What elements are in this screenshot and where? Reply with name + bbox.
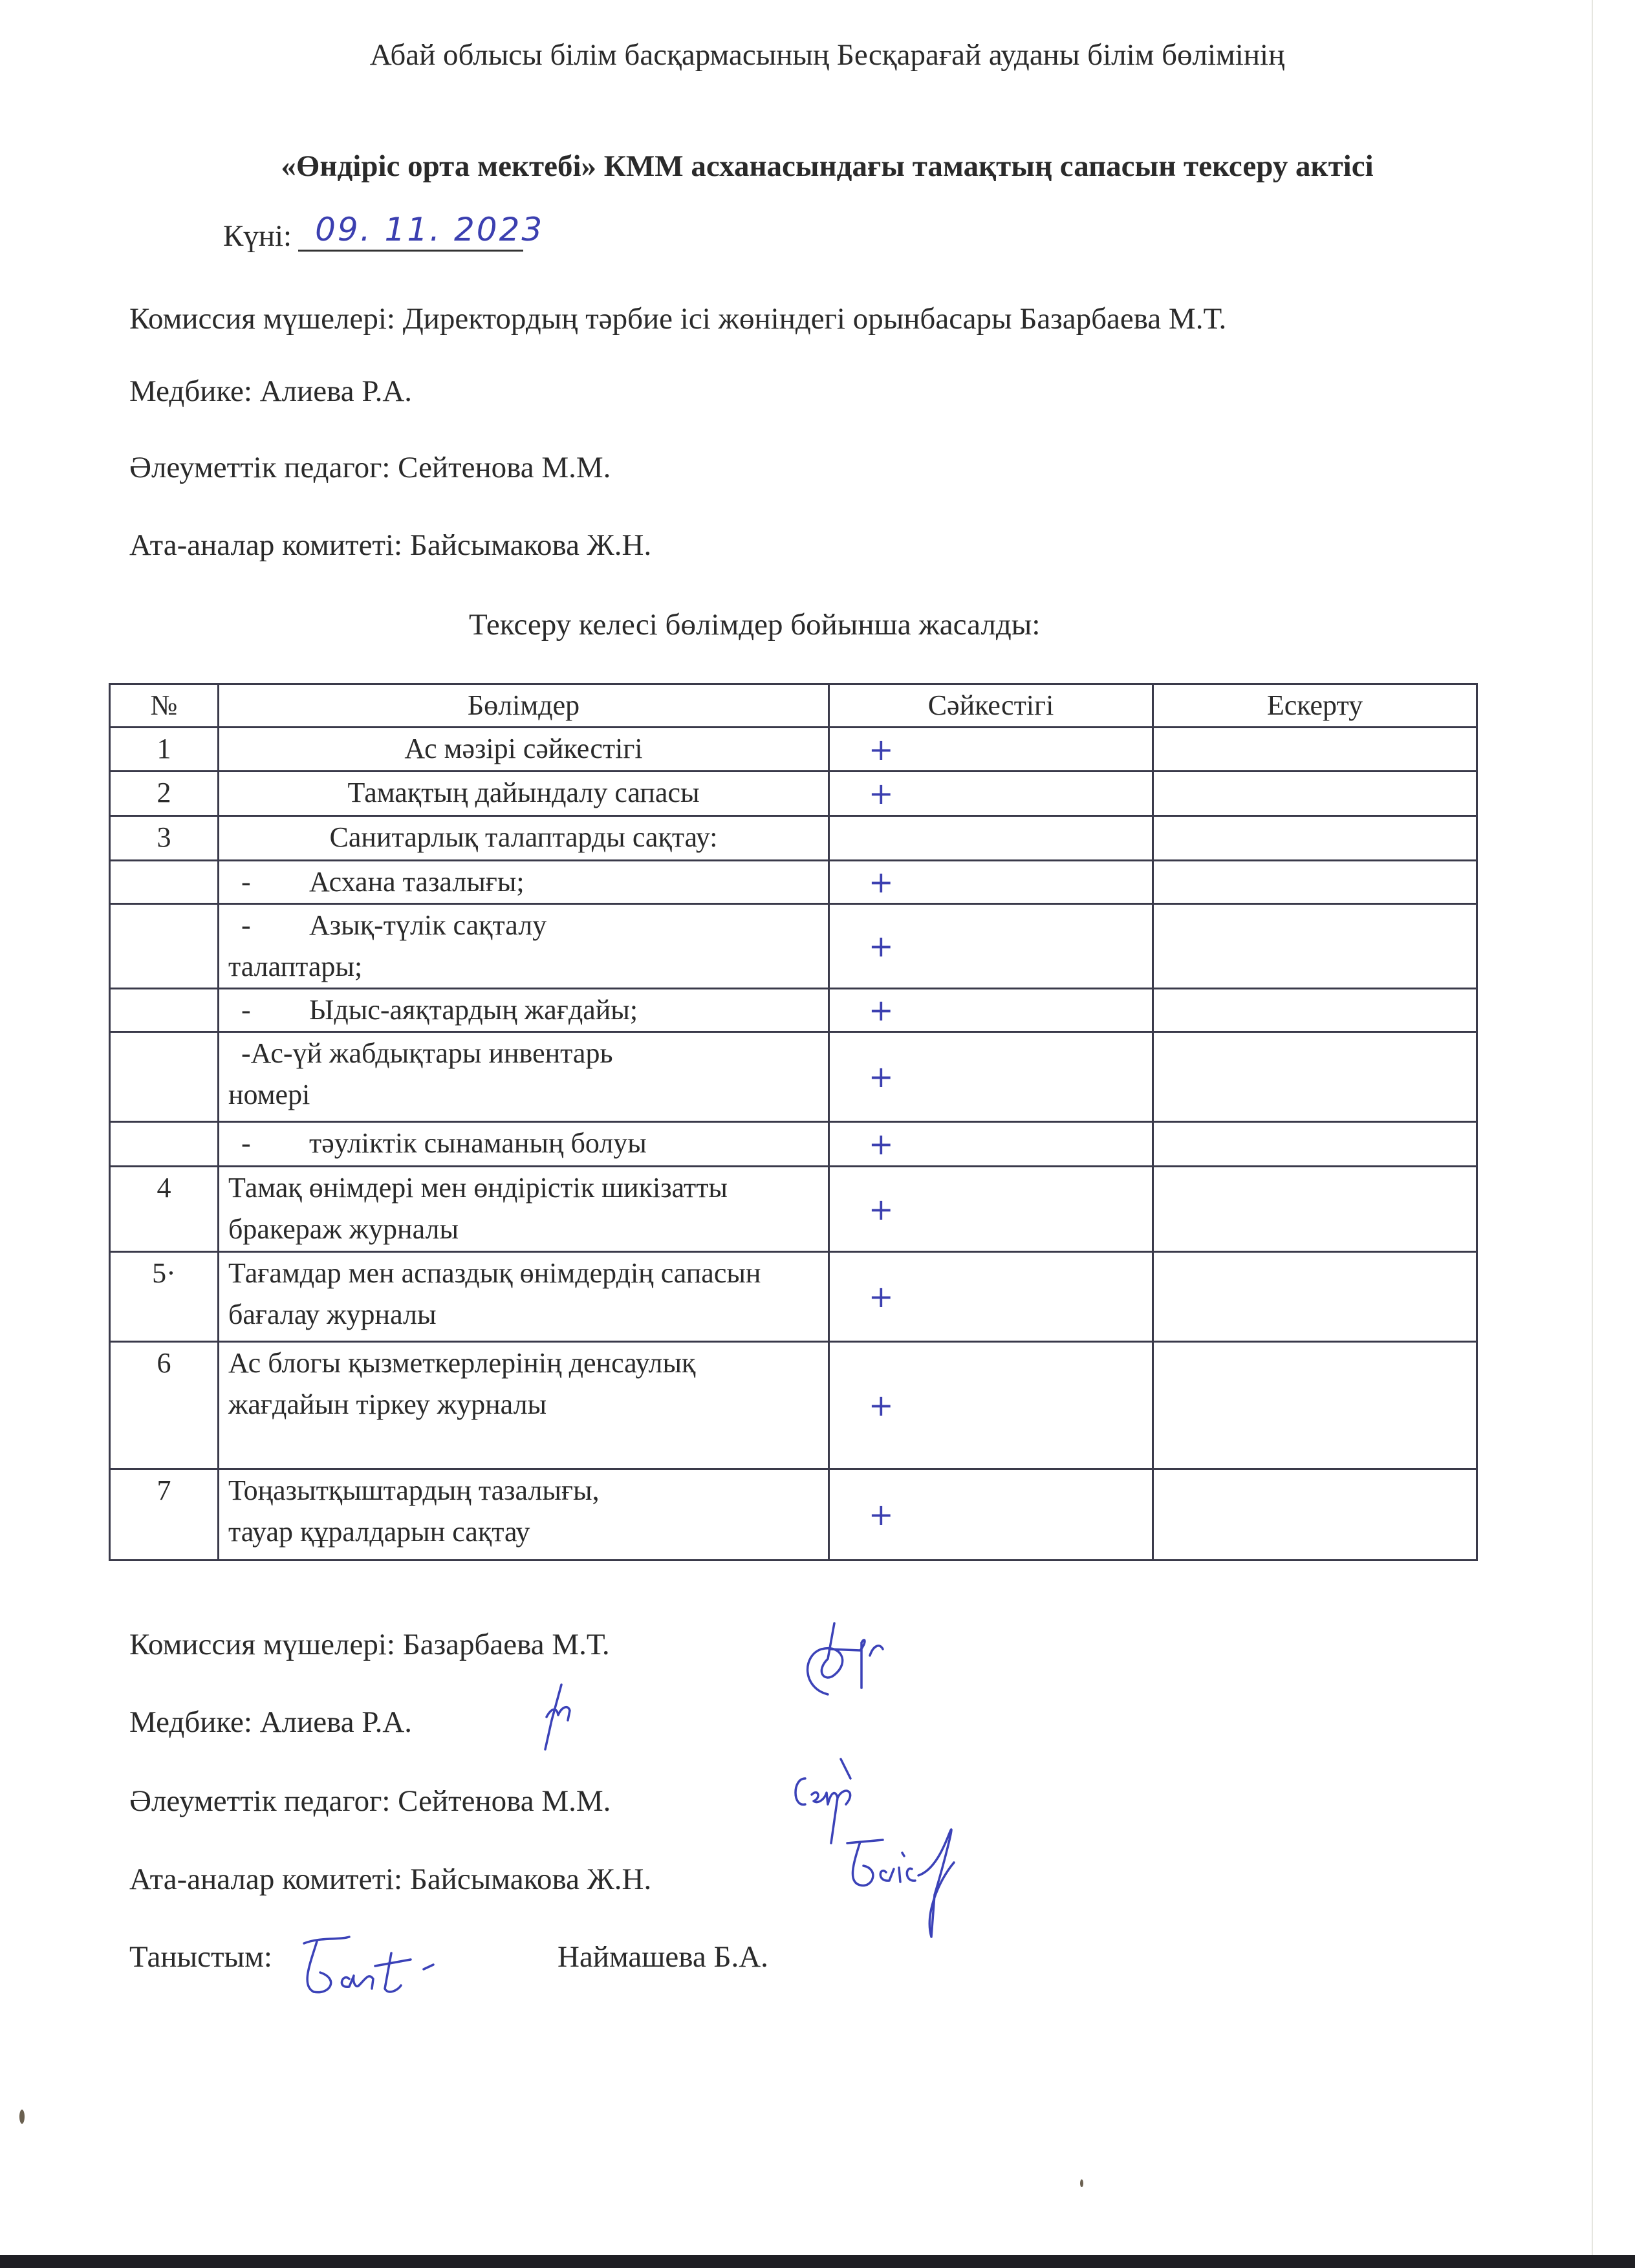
bullet-dash: - bbox=[241, 994, 251, 1026]
row-section: Тамақтың дайындалу сапасы bbox=[219, 772, 829, 816]
row-section: Ыдыс-аяқтардың жағдайы; bbox=[309, 994, 638, 1026]
note-cell[interactable] bbox=[1153, 816, 1477, 861]
handwritten-signature-alieva bbox=[532, 1681, 584, 1753]
parents-committee-line: Ата-аналар комитеті: Байсымакова Ж.Н. bbox=[129, 528, 652, 562]
note-cell[interactable] bbox=[1153, 1469, 1477, 1561]
date-field[interactable] bbox=[298, 211, 545, 252]
scan-edge bbox=[1592, 0, 1593, 2255]
row-section-cell bbox=[219, 989, 829, 1032]
row-section: Тоңазытқыштардың тазалығы, тауар құралдарын сақтау bbox=[219, 1469, 829, 1561]
note-cell[interactable] bbox=[1153, 772, 1477, 816]
row-number bbox=[110, 1122, 219, 1167]
row-section-cell bbox=[219, 1122, 829, 1167]
row-section-continued: талаптары; bbox=[228, 951, 363, 982]
row-number bbox=[110, 989, 219, 1032]
handwritten-signature-naimasheva bbox=[294, 1934, 449, 2005]
table-row bbox=[110, 1469, 1477, 1561]
row-section: Санитарлық талаптарды сақтау: bbox=[219, 816, 829, 861]
row-number bbox=[110, 861, 219, 904]
table-row bbox=[110, 1342, 1477, 1469]
compliance-mark[interactable]: + bbox=[829, 1342, 1153, 1469]
compliance-mark[interactable]: + bbox=[829, 728, 1153, 772]
row-section-cell bbox=[219, 904, 829, 989]
compliance-mark[interactable]: + bbox=[829, 904, 1153, 989]
row-number bbox=[110, 1032, 219, 1122]
handwritten-signature-bazarbaeva bbox=[789, 1610, 893, 1707]
row-section-continued: номері bbox=[228, 1079, 310, 1110]
note-cell[interactable] bbox=[1153, 1122, 1477, 1167]
table-row bbox=[110, 816, 1477, 861]
inspection-table bbox=[109, 683, 1476, 1561]
row-section: тәуліктік сынаманың болуы bbox=[309, 1127, 647, 1159]
date-row bbox=[223, 211, 545, 253]
signature-nurse: Медбике: Алиева Р.А. bbox=[129, 1705, 413, 1739]
header-note: Ескерту bbox=[1153, 684, 1477, 728]
compliance-mark[interactable]: + bbox=[829, 1167, 1153, 1252]
row-number: 3 bbox=[110, 816, 219, 861]
note-cell[interactable] bbox=[1153, 1032, 1477, 1122]
signature-parents-committee: Ата-аналар комитеті: Байсымакова Ж.Н. bbox=[129, 1863, 652, 1896]
date-value: 09. 11. 2023 bbox=[315, 211, 545, 248]
table-header-row bbox=[110, 684, 1477, 728]
table-intro: Тексеру келесі бөлімдер бойынша жасалды: bbox=[469, 608, 1041, 642]
row-number: 7 bbox=[110, 1469, 219, 1561]
note-cell[interactable] bbox=[1153, 989, 1477, 1032]
bullet-dash: - bbox=[241, 1127, 251, 1159]
table-row bbox=[110, 772, 1477, 816]
nurse-line: Медбике: Алиева Р.А. bbox=[129, 374, 413, 408]
note-cell[interactable] bbox=[1153, 1342, 1477, 1469]
compliance-mark[interactable]: + bbox=[829, 1252, 1153, 1342]
table-row bbox=[110, 1167, 1477, 1252]
table-row bbox=[110, 1032, 1477, 1122]
bullet-dash: - bbox=[241, 866, 251, 898]
compliance-mark[interactable]: + bbox=[829, 1469, 1153, 1561]
document-title-line-2: «Өндіріс орта мектебі» КММ асханасындағы тамақтың сапасын тексеру актісі bbox=[281, 149, 1374, 183]
row-section: Тағамдар мен аспаздық өнімдердің сапасын бағалау журналы bbox=[219, 1252, 829, 1342]
compliance-mark[interactable]: + bbox=[829, 772, 1153, 816]
row-section: Ас мәзірі сәйкестігі bbox=[219, 728, 829, 772]
row-section: -Ас-үй жабдықтары инвентарь bbox=[241, 1037, 613, 1069]
table-row bbox=[110, 1252, 1477, 1342]
handwritten-signature-baisymakova bbox=[834, 1824, 977, 1953]
row-number: 1 bbox=[110, 728, 219, 772]
header-sections: Бөлімдер bbox=[219, 684, 829, 728]
commission-member-line: Комиссия мүшелері: Директордың тәрбие ісі жөніндегі орынбасары Базарбаева М.Т. bbox=[129, 302, 1227, 336]
compliance-mark[interactable]: + bbox=[829, 861, 1153, 904]
note-cell[interactable] bbox=[1153, 861, 1477, 904]
row-number: 4 bbox=[110, 1167, 219, 1252]
social-pedagogue-line: Әлеуметтік педагог: Сейтенова М.М. bbox=[129, 451, 611, 484]
table-row bbox=[110, 904, 1477, 989]
row-section-cell bbox=[219, 861, 829, 904]
header-number: № bbox=[110, 684, 219, 728]
scan-bottom-bar bbox=[0, 2255, 1635, 2268]
row-section-cell bbox=[219, 1032, 829, 1122]
bullet-dash: - bbox=[241, 909, 251, 941]
row-section: Тамақ өнімдері мен өндірістік шикізатты бракераж журналы bbox=[219, 1167, 829, 1252]
compliance-mark[interactable]: + bbox=[829, 1032, 1153, 1122]
note-cell[interactable] bbox=[1153, 1167, 1477, 1252]
scan-speck bbox=[1080, 2179, 1083, 2187]
date-label: Күні: bbox=[223, 219, 292, 253]
row-section: Азық-түлік сақталу bbox=[309, 909, 547, 941]
row-number: 2 bbox=[110, 772, 219, 816]
acknowledged-label: Таныстым: bbox=[129, 1940, 272, 1974]
row-number: 6 bbox=[110, 1342, 219, 1469]
note-cell[interactable] bbox=[1153, 904, 1477, 989]
signature-commission-member: Комиссия мүшелері: Базарбаева М.Т. bbox=[129, 1628, 610, 1661]
table-row bbox=[110, 861, 1477, 904]
compliance-mark[interactable] bbox=[829, 816, 1153, 861]
table-row bbox=[110, 989, 1477, 1032]
compliance-mark[interactable]: + bbox=[829, 989, 1153, 1032]
note-cell[interactable] bbox=[1153, 728, 1477, 772]
row-number: 5· bbox=[110, 1252, 219, 1342]
header-compliance: Сәйкестігі bbox=[829, 684, 1153, 728]
document-title-line-1: Абай облысы білім басқармасының Бесқарағай ауданы білім бөлімінің bbox=[369, 38, 1285, 72]
table-row bbox=[110, 728, 1477, 772]
row-section: Асхана тазалығы; bbox=[309, 866, 525, 898]
compliance-mark[interactable]: + bbox=[829, 1122, 1153, 1167]
scan-speck bbox=[19, 2110, 25, 2124]
note-cell[interactable] bbox=[1153, 1252, 1477, 1342]
row-number bbox=[110, 904, 219, 989]
row-section: Ас блогы қызметкерлерінің денсаулық жағдайын тіркеу журналы bbox=[219, 1342, 829, 1469]
acknowledged-name: Наймашева Б.А. bbox=[558, 1940, 768, 1974]
signature-social-pedagogue: Әлеуметтік педагог: Сейтенова М.М. bbox=[129, 1784, 611, 1818]
table-row bbox=[110, 1122, 1477, 1167]
